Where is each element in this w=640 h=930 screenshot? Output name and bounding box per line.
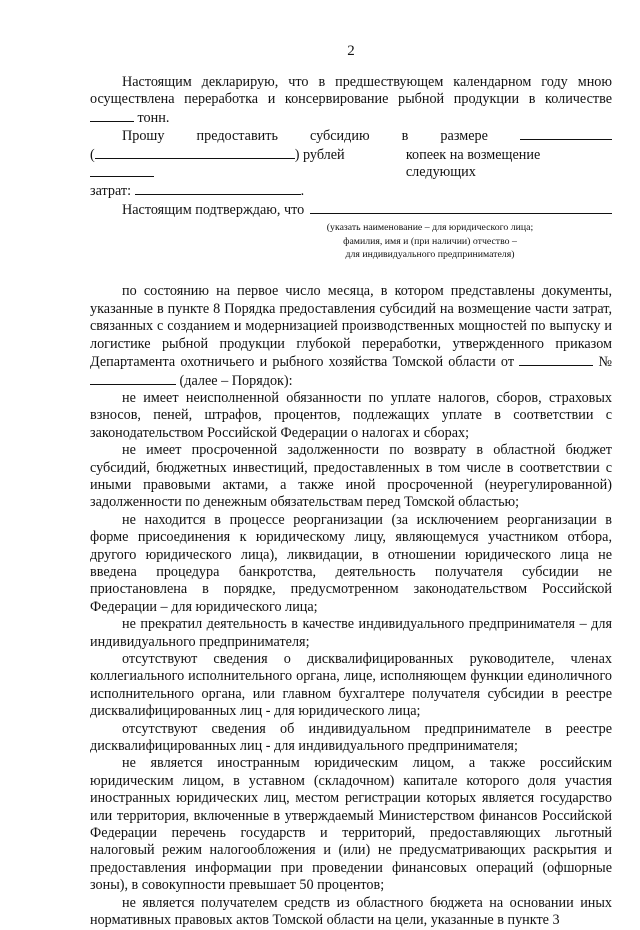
- costs-blank[interactable]: [135, 182, 301, 195]
- request-word-3: субсидию: [310, 128, 370, 145]
- condition-4: не прекратил деятельность в качестве индивидуального предпринимателя – для индивидуального предпринимателя;: [90, 616, 612, 650]
- note-line-3: для индивидуального предпринимателя): [345, 249, 515, 261]
- confirmation-row: [90, 201, 612, 219]
- number-sign: №: [598, 354, 612, 371]
- confirmation-label: Настоящим подтверждаю, что: [122, 201, 305, 218]
- declaration-unit: тонн.: [137, 109, 170, 126]
- condition-3: не находится в процессе реорганизации (за исключением реорганизации в форме присоединения к юридическому лицу, являющемуся участником отбора, другого юридического лица), ликвидации, в отношении юридического лица не введена процедура банкротства, деятельность получателя субсидии не приостановлена в порядке, предусмотренном законодательством Российской Федерации – для юридического лица;: [90, 511, 612, 615]
- quantity-blank[interactable]: [90, 109, 134, 122]
- intro-paragraph: [90, 283, 612, 389]
- kopecks-label: копеек на возмещение следующих: [405, 146, 541, 181]
- condition-6: отсутствуют сведения об индивидуальном предпринимателе в реестре дисквалифицированных лиц - для индивидуального предпринимателя;: [90, 720, 612, 755]
- condition-1: не имеет неисполненной обязанности по уплате налогов, сборов, страховых взносов, пеней, штрафов, процентов, подлежащих уплате в соответствии с законодательством Российской Федерации о налогах и сборах;: [90, 389, 612, 441]
- intro-tail: (далее – Порядок):: [179, 372, 293, 389]
- request-word-2: предоставить: [196, 128, 278, 145]
- request-word-1: Прошу: [122, 128, 165, 145]
- rubles-label: ) рублей: [294, 146, 345, 163]
- costs-label: затрат:: [90, 183, 132, 200]
- note-line-2: фамилия, имя и (при наличии) отчество –: [343, 235, 517, 247]
- order-number-blank[interactable]: [90, 372, 176, 385]
- intro-text: по состоянию на первое число месяца, в котором представлены документы, указанные в пункте 8 Порядка предоставления субсидий на возмещение части затрат, связанных с созданием и модернизацией производственных мощностей по выпуску и логистике рыбной продукции глубокой переработки, утвержденного приказом Департамента охотничьего и рыбного хозяйства Томской области от: [90, 283, 612, 371]
- request-row-1: [90, 127, 612, 145]
- condition-5: отсутствуют сведения о дисквалифицированных руководителе, членах коллегиального исполнительного органа, лице, исполняющем функции единоличного исполнительного органа, или главном бухгалтере получателя субсидии в реестре дисквалифицированных лиц - для юридического лица;: [90, 651, 612, 720]
- declaration-paragraph: [90, 74, 612, 127]
- note-line-1: (указать наименование – для юридического лица;: [326, 222, 534, 234]
- applicant-name-blank[interactable]: [310, 201, 612, 214]
- condition-8: не является получателем средств из областного бюджета на основании иных нормативных правовых актов Томской области на цели, указанные в пункте 3: [90, 894, 612, 929]
- kopecks-blank[interactable]: [90, 164, 154, 177]
- request-word-4: в: [401, 128, 409, 145]
- declaration-text: Настоящим декларирую, что в предшествующем календарном году мною осуществлена переработка и консервирование рыбной продукции в количестве: [90, 74, 612, 108]
- costs-end: .: [300, 183, 305, 200]
- amount-blank[interactable]: [520, 127, 612, 140]
- confirmation-note: [280, 219, 580, 261]
- document-body: [90, 74, 612, 930]
- open-paren: (: [90, 146, 95, 163]
- request-row-3: [90, 182, 612, 200]
- condition-7: не является иностранным юридическим лицом, а также российским юридическим лицом, в уставном (складочном) капитале которого доля участия иностранных юридических лиц, местом регистрации которых является государство или территория, включенные в утверждаемый Министерством финансов Российской Федерации перечень государств и территорий, предоставляющих льготный налоговый режим налогообложения и (или) не предусматривающих раскрытия и предоставления информации при проведении финансовых операций (офшорные зоны), в совокупности превышает 50 процентов;: [90, 755, 612, 894]
- amount-words-blank[interactable]: [95, 146, 295, 159]
- page-number: 2: [347, 43, 355, 59]
- order-date-blank[interactable]: [519, 353, 593, 366]
- request-row-2: [90, 146, 612, 183]
- request-word-5: размере: [440, 128, 488, 145]
- condition-2: не имеет просроченной задолженности по возврату в областной бюджет субсидий, бюджетных инвестиций, предоставленных в том числе в соответствии с иными правовыми актами, а также иной просроченной (неурегулированной) задолженности по денежным обязательствам перед Томской областью;: [90, 442, 612, 511]
